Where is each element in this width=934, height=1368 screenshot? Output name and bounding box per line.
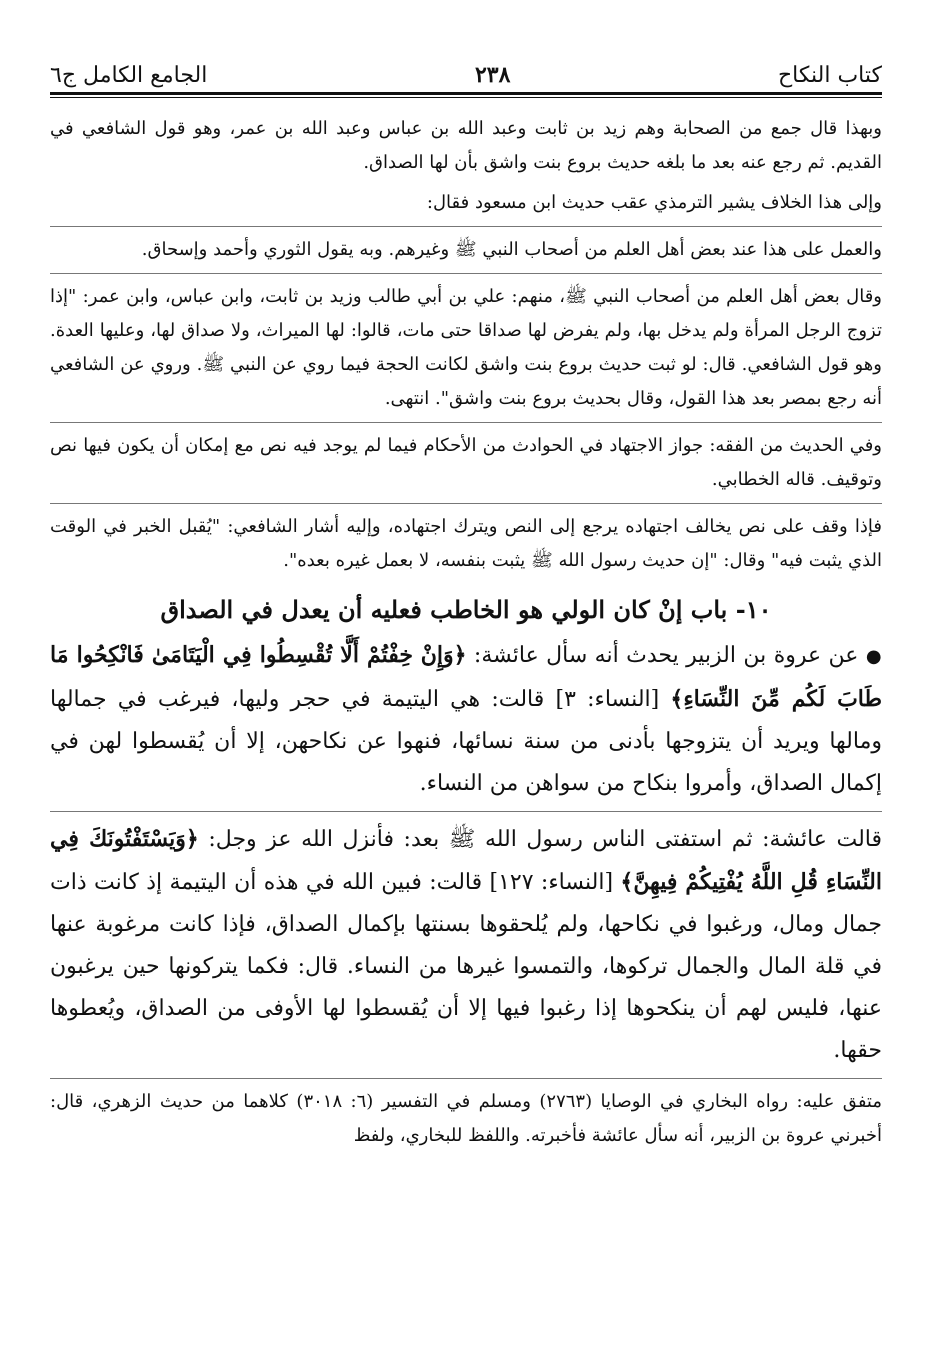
- hadith-body: [النساء: ١٢٧] قالت: فبين الله في هذه أن اليتيمة إذ كانت ذات جمال ومال، ورغبوا في نكاحها، ولم يُلحقوها بسنتها بإكمال الصداق، فإذا كانت مرغوبة عنها في قلة المال والجمال تركوها، والتمسوا غيرها من النساء. قال: فكما يتركونها حين يرغبون عنها، فليس لهم أن ينكحوها إذا رغبوا فيها إلا أن يُقسطوا لها الأوفى من الصداق، ويُعطوها حقها.: [50, 870, 882, 1063]
- quoted-paragraph: وقال بعض أهل العلم من أصحاب النبي ﷺ، منهم: علي بن أبي طالب وزيد بن ثابت، وابن عباس، وابن عمر: "إذا تزوج الرجل المرأة ولم يدخل بها، ولم يفرض لها صداقا حتى مات، قالوا: لها الميراث، ولا صداق لها، وعليها العدة. وهو قول الشافعي. قال: لو ثبت حديث بروع بنت واشق لكانت الحجة فيما روي عن النبي ﷺ. وروي عن الشافعي أنه رجع بمصر بعد هذا القول، وقال بحديث بروع بنت واشق". انتهى.: [50, 286, 882, 409]
- hadith-intro: عن عروة بن الزبير يحدث أنه سأل عائشة:: [473, 643, 859, 668]
- paragraph: فإذا وقف على نص يخالف اجتهاده يرجع إلى النص ويترك اجتهاده، وإليه أشار الشافعي: "يُقبل الخبر في الوقت الذي يثبت فيه" وقال: "إن حديث رسول الله ﷺ يثبت بنفسه، لا بعمل غيره بعده".: [50, 516, 882, 571]
- header-volume-title: الجامع الكامل ج٦: [50, 63, 208, 88]
- paragraph: وإلى هذا الخلاف يشير الترمذي عقب حديث ابن مسعود فقال:: [426, 192, 882, 213]
- quoted-paragraph: والعمل على هذا عند بعض أهل العلم من أصحاب النبي ﷺ وغيرهم. وبه يقول الثوري وأحمد وإسحاق.: [141, 239, 882, 260]
- divider: [50, 273, 882, 274]
- header-book-title: كتاب النكاح: [777, 63, 882, 88]
- quran-verse: ﴿وَإِنْ خِفْتُمْ أَلَّا تُقْسِطُوا فِي الْيَتَامَىٰ فَانْكِحُوا مَا طَابَ لَكُم مِّنَ النِّسَاءِ﴾: [50, 642, 882, 712]
- section-heading: ١٠- باب إنْ كان الولي هو الخاطب فعليه أن يعدل في الصداق: [160, 595, 772, 624]
- divider: [50, 811, 882, 812]
- divider: [50, 226, 882, 227]
- divider: [50, 422, 882, 423]
- quran-verse: ﴿وَيَسْتَفْتُونَكَ فِي النِّسَاءِ قُلِ اللَّهُ يُفْتِيكُمْ فِيهِنَّ﴾: [50, 826, 882, 895]
- hadith-text: [50, 818, 882, 1072]
- bullet-icon: ●: [865, 646, 882, 667]
- page-header: [50, 48, 882, 88]
- takhrij-paragraph: متفق عليه: رواه البخاري في الوصايا (٢٧٦٣) ومسلم في التفسير (٦: ٣٠١٨) كلاهما من حديث الزهري، قال: أخبرني عروة بن الزبير، أنه سأل عائشة فأخبرته. واللفظ للبخاري، ولفظ: [50, 1091, 882, 1146]
- hadith-intro: قالت عائشة: ثم استفتى الناس رسول الله ﷺ بعد: فأنزل الله عز وجل:: [208, 827, 883, 852]
- paragraph: وفي الحديث من الفقه: جواز الاجتهاد في الحوادث من الأحكام فيما لم يوجد فيه نص مع إمكان أن يكون فيها نص وتوقيف. قاله الخطابي.: [50, 435, 882, 490]
- divider: [50, 503, 882, 504]
- header-rule-thin: [50, 97, 882, 98]
- hadith-text: [50, 634, 882, 805]
- divider: [50, 1078, 882, 1079]
- header-rule-thick: [50, 92, 882, 95]
- hadith-body: [النساء: ٣] قالت: هي اليتيمة في حجر وليها، فيرغب في جمالها ومالها ويريد أن يتزوجها بأدنى من سنة نسائها، فنهوا عن نكاحهن، إلا أن يُقسطوا لهن في إكمال الصداق، وأمروا بنكاح من سواهن من النساء.: [50, 687, 882, 796]
- page-number: ٢٣٨: [474, 62, 511, 88]
- paragraph: وبهذا قال جمع من الصحابة وهم زيد بن ثابت وعبد الله بن عباس وعبد الله بن عمر، وهو قول الشافعي في القديم. ثم رجع عنه بعد ما بلغه حديث بروع بنت واشق بأن لها الصداق.: [50, 118, 882, 173]
